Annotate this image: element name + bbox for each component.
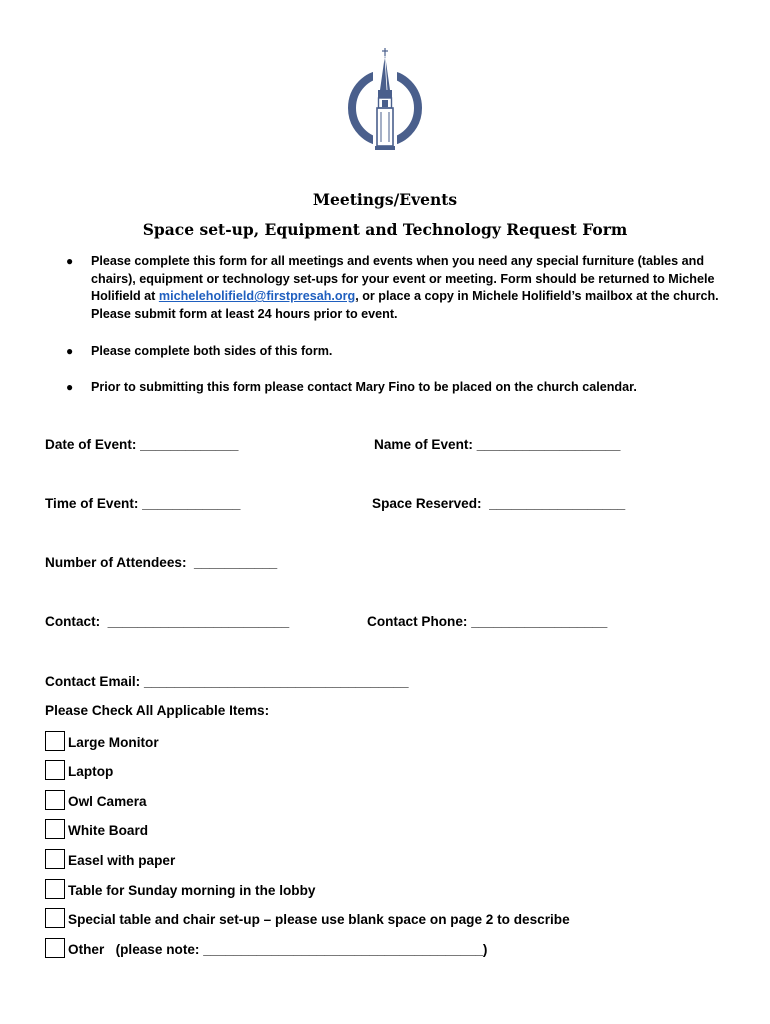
checkbox[interactable] bbox=[45, 938, 65, 958]
checkbox[interactable] bbox=[45, 879, 65, 899]
checklist-label: Special table and chair set-up – please use blank space on page 2 to describe bbox=[68, 912, 570, 927]
bullet-icon: ● bbox=[66, 379, 74, 394]
instruction-text: Prior to submitting this form please contact Mary Fino to be placed on the church calendar. bbox=[91, 379, 637, 394]
checkbox[interactable] bbox=[45, 908, 65, 928]
instruction-item bbox=[66, 253, 726, 323]
instruction-item bbox=[66, 343, 726, 361]
instruction-text: , or place a copy in Michele Holifield’s mailbox at the church. Please submit form at least 24 hours prior to event. bbox=[91, 289, 719, 321]
checkbox[interactable] bbox=[45, 819, 65, 839]
space-reserved-field[interactable]: Space Reserved: __________________ bbox=[372, 496, 626, 511]
email-link[interactable]: micheleholifield@firstpresah.org bbox=[158, 289, 356, 304]
checklist-label: White Board bbox=[68, 823, 149, 838]
checklist-heading: Please Check All Applicable Items: bbox=[45, 703, 270, 718]
name-of-event-field[interactable]: Name of Event: ___________________ bbox=[374, 437, 621, 452]
checkbox[interactable] bbox=[45, 760, 65, 780]
church-steeple-logo-icon bbox=[340, 46, 430, 158]
bullet-icon: ● bbox=[66, 254, 74, 268]
instruction-item bbox=[66, 379, 726, 397]
instructions-list bbox=[66, 253, 726, 397]
checklist-item[interactable] bbox=[45, 815, 148, 839]
contact-email-field[interactable]: Contact Email: ___________________________________ bbox=[45, 674, 409, 689]
checklist-item[interactable] bbox=[45, 786, 147, 810]
instruction-text: Please complete this form for all meetings and events when you need any special furniture (tables and chairs), equipment or technology set-ups for your event or meeting. Form should be returned to Michele Holifield at bbox=[91, 254, 715, 304]
checklist-label: Owl Camera bbox=[68, 794, 147, 809]
form-title: Meetings/Events bbox=[312, 190, 458, 209]
checkbox[interactable] bbox=[45, 849, 65, 869]
checklist-label: Laptop bbox=[68, 764, 114, 779]
checklist-label: Large Monitor bbox=[68, 735, 159, 750]
checklist-label: Table for Sunday morning in the lobby bbox=[68, 883, 316, 898]
number-of-attendees-field[interactable]: Number of Attendees: ___________ bbox=[45, 555, 278, 570]
checkbox[interactable] bbox=[45, 731, 65, 751]
instruction-text: Please complete both sides of this form. bbox=[91, 344, 333, 359]
checklist-item[interactable] bbox=[45, 875, 315, 899]
date-of-event-field[interactable]: Date of Event: _____________ bbox=[45, 437, 239, 452]
contact-phone-field[interactable]: Contact Phone: __________________ bbox=[367, 614, 608, 629]
checkbox[interactable] bbox=[45, 790, 65, 810]
checklist-item[interactable] bbox=[45, 845, 175, 869]
checklist-item[interactable] bbox=[45, 727, 159, 751]
checklist-item[interactable] bbox=[45, 934, 487, 958]
checklist-item[interactable] bbox=[45, 756, 113, 780]
checklist-item[interactable] bbox=[45, 904, 570, 928]
bullet-icon: ● bbox=[66, 344, 74, 359]
form-subtitle: Space set-up, Equipment and Technology Request Form bbox=[142, 220, 628, 239]
contact-field[interactable]: Contact: ________________________ bbox=[45, 614, 290, 629]
time-of-event-field[interactable]: Time of Event: _____________ bbox=[45, 496, 241, 511]
checklist-label: Other (please note: _____________________________________) bbox=[68, 942, 488, 957]
checklist-label: Easel with paper bbox=[68, 853, 176, 868]
